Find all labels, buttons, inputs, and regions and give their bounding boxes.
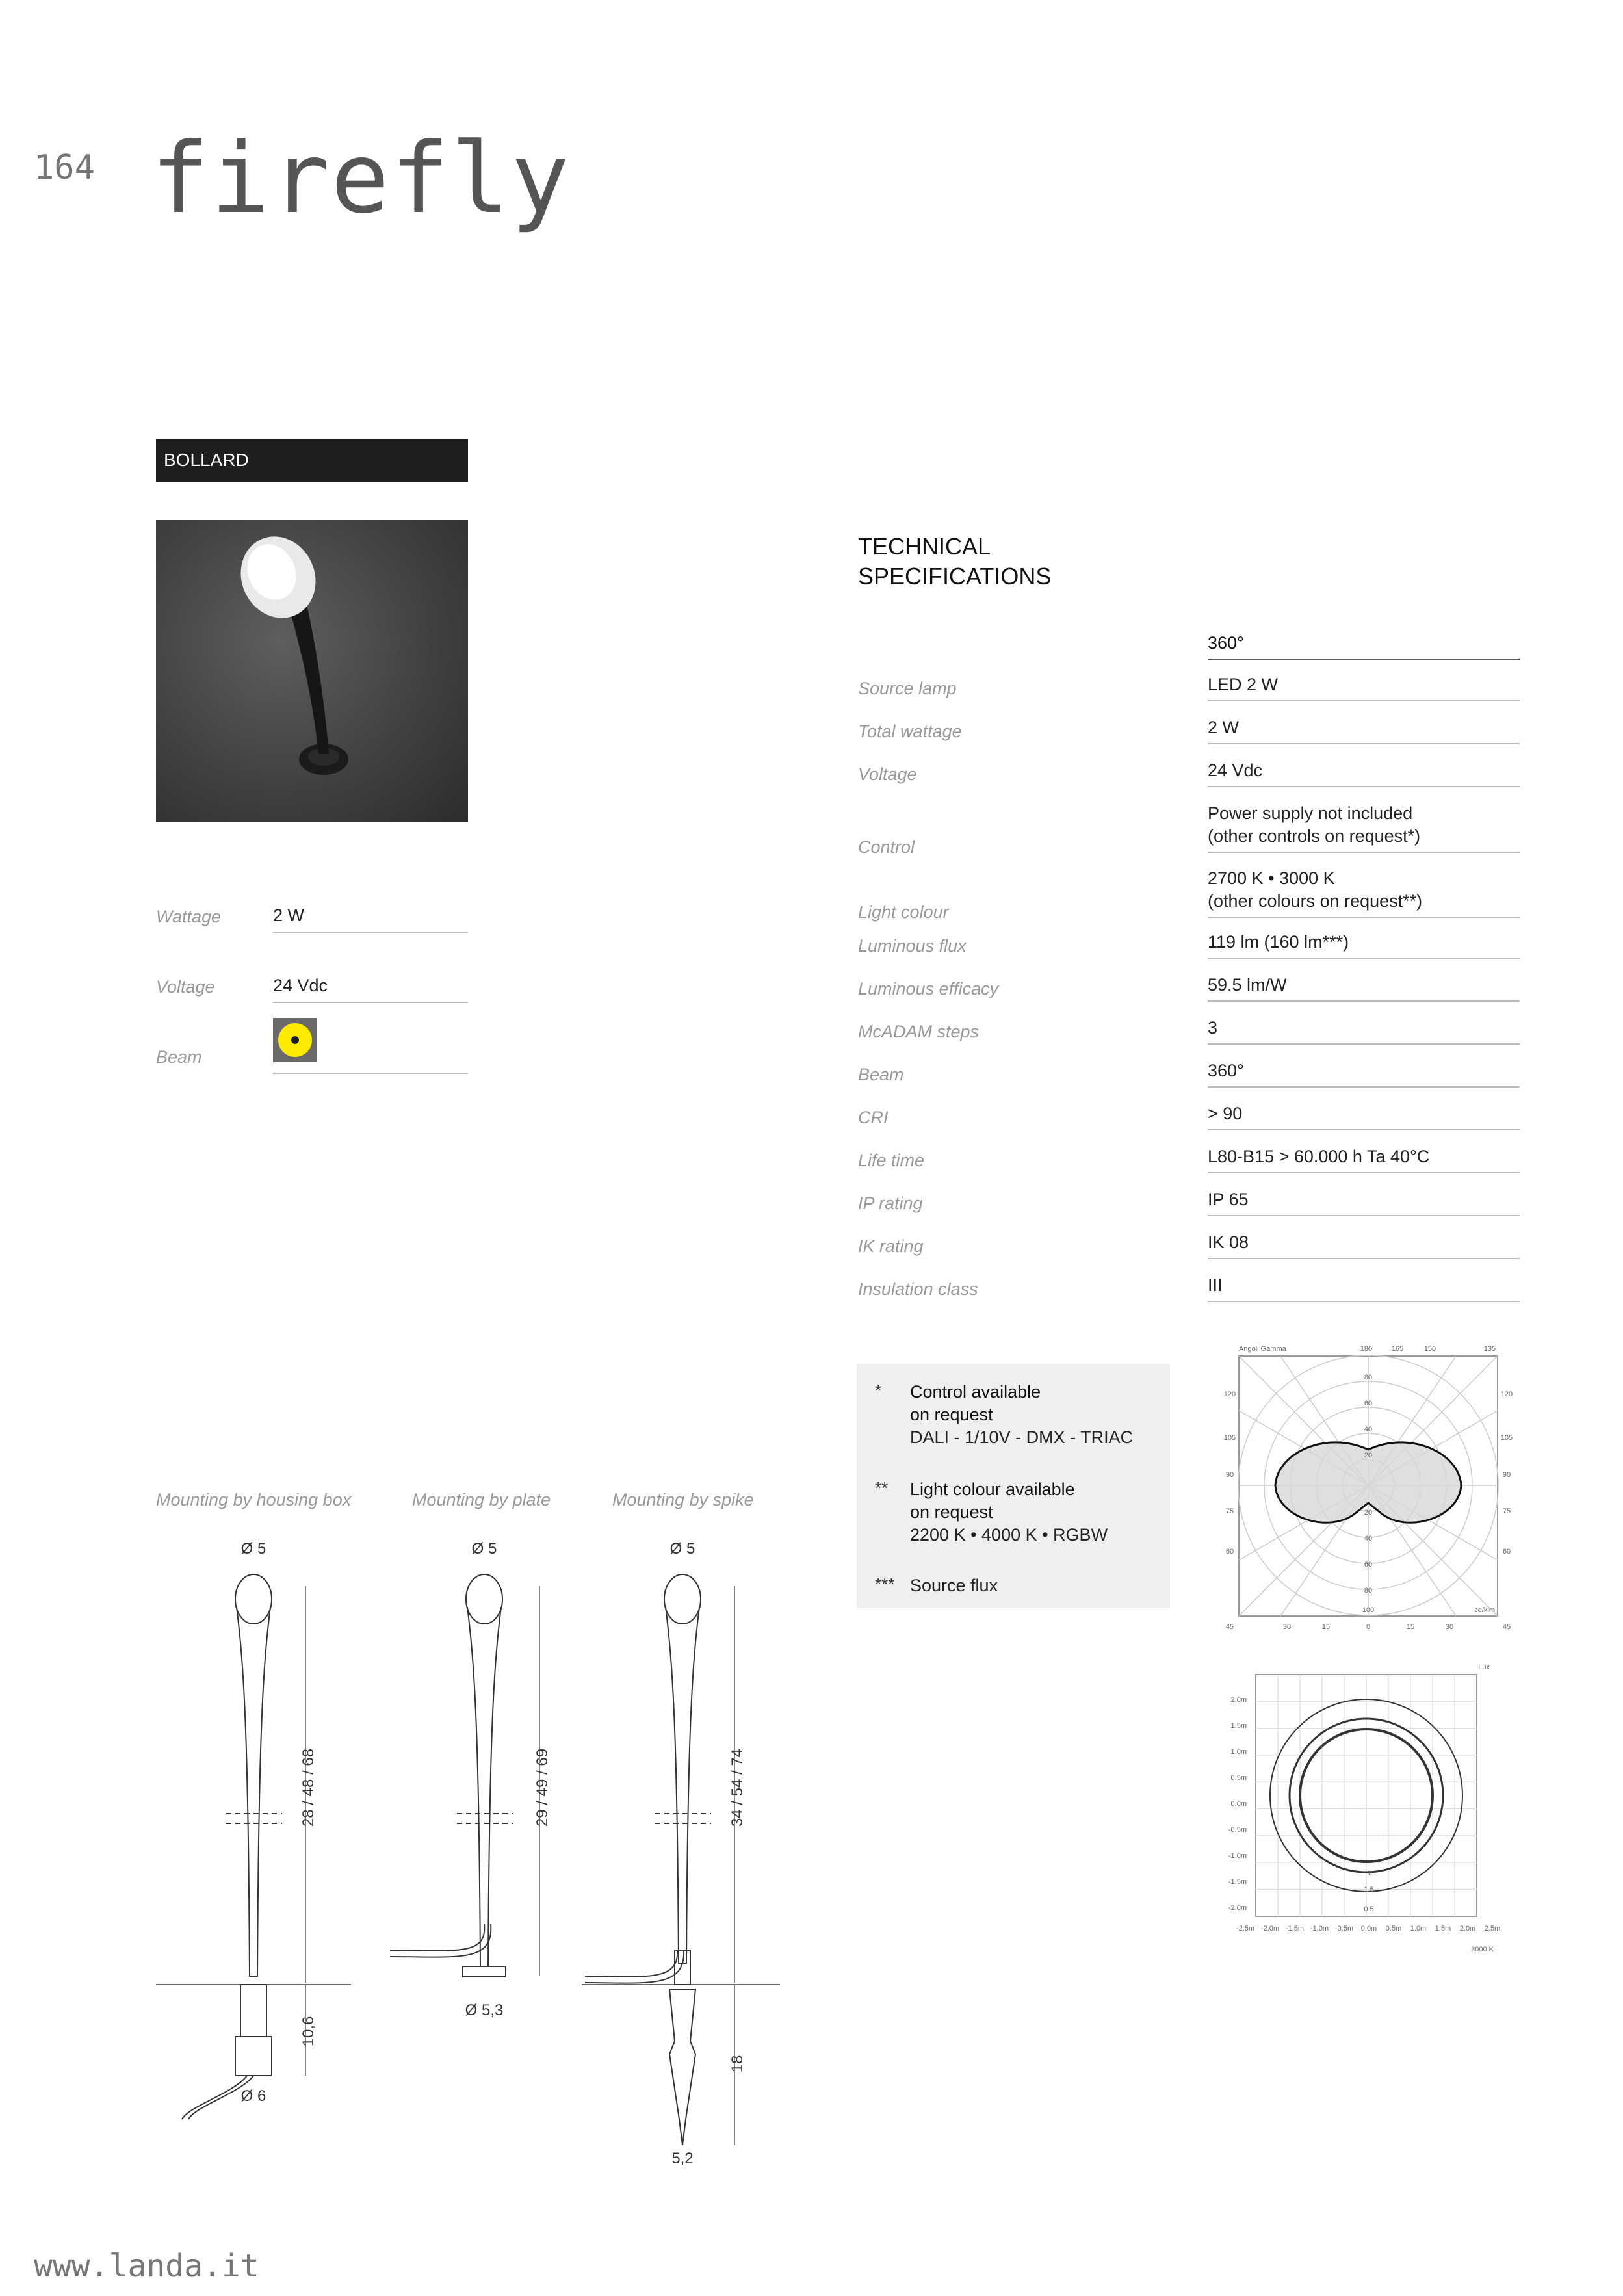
spec-label: Voltage bbox=[858, 764, 917, 784]
beam-icon bbox=[273, 1018, 317, 1062]
note-2-text: 2200 K • 4000 K • RGBW bbox=[910, 1525, 1108, 1545]
spec-label: Light colour bbox=[858, 902, 949, 922]
spec-value: Power supply not included (other controls on request*) bbox=[1208, 802, 1520, 853]
lux-x-tick: -1.0m bbox=[1310, 1925, 1329, 1933]
polar-radial-tick: 100 bbox=[1362, 1606, 1375, 1614]
polar-bottom-angle: 45 bbox=[1502, 1623, 1511, 1631]
spec-label: McADAM steps bbox=[858, 1022, 980, 1041]
spec-value: 3 bbox=[1208, 1017, 1520, 1045]
plate-top-dim: Ø 5 bbox=[471, 1540, 497, 1558]
housing-box-drawing bbox=[156, 1574, 351, 2119]
mounting-drawings bbox=[149, 1534, 799, 2171]
note-1-mark: * bbox=[875, 1381, 882, 1400]
polar-title: Angoli Gamma bbox=[1239, 1345, 1286, 1353]
spike-height-dim: 34 / 54 / 74 bbox=[729, 1748, 746, 1827]
spike-extra-dim: 18 bbox=[729, 2055, 746, 2073]
lux-x-tick: 2.0m bbox=[1459, 1925, 1476, 1933]
polar-radial-tick: 60 bbox=[1364, 1400, 1373, 1407]
polar-side-angle-left: 120 bbox=[1223, 1390, 1236, 1398]
note-1-text: DALI - 1/10V - DMX - TRIAC bbox=[910, 1428, 1134, 1447]
spec-label: Insulation class bbox=[858, 1279, 978, 1299]
summary-voltage-value: 24 Vdc bbox=[273, 976, 468, 1003]
note-2-title: Light colour available on request bbox=[910, 1480, 1075, 1522]
lux-x-tick: -2.0m bbox=[1260, 1925, 1280, 1933]
polar-side-angle-left: 60 bbox=[1225, 1548, 1234, 1556]
spec-label: IP rating bbox=[858, 1194, 923, 1213]
polar-top-angle: 165 bbox=[1391, 1345, 1404, 1353]
lux-ring-label: 1.5 bbox=[1364, 1886, 1374, 1894]
spec-value: 59.5 lm/W bbox=[1208, 974, 1520, 1002]
lux-y-tick: -1.0m bbox=[1228, 1852, 1247, 1860]
lux-x-tick: 0.5m bbox=[1385, 1925, 1402, 1933]
polar-radial-tick: 40 bbox=[1364, 1535, 1373, 1543]
summary-beam-value bbox=[273, 1018, 468, 1074]
spec-value: 360° bbox=[1208, 1060, 1520, 1088]
polar-photometric-chart bbox=[1215, 1339, 1514, 1638]
polar-top-angle: 150 bbox=[1423, 1345, 1436, 1353]
mounting-spike-label: Mounting by spike bbox=[612, 1490, 754, 1509]
polar-radial-tick: 20 bbox=[1364, 1509, 1373, 1517]
lux-x-tick: -2.5m bbox=[1236, 1925, 1255, 1933]
polar-side-angle-right: 105 bbox=[1500, 1434, 1513, 1442]
product-photo bbox=[156, 520, 468, 822]
polar-side-angle-right: 90 bbox=[1502, 1471, 1511, 1479]
spec-label: Total wattage bbox=[858, 722, 962, 741]
spike-drawing bbox=[582, 1574, 780, 2145]
polar-bottom-angle: 45 bbox=[1225, 1623, 1234, 1631]
mounting-housing-label: Mounting by housing box bbox=[156, 1490, 352, 1509]
bollard-render bbox=[156, 520, 468, 822]
lux-y-tick: 2.0m bbox=[1230, 1696, 1247, 1704]
polar-side-angle-right: 60 bbox=[1502, 1548, 1511, 1556]
spec-label: Source lamp bbox=[858, 679, 957, 698]
polar-side-angle-left: 105 bbox=[1223, 1434, 1236, 1442]
lux-y-tick: 0.0m bbox=[1230, 1800, 1247, 1808]
housing-extra-dim: 10,6 bbox=[300, 2016, 317, 2047]
category-badge: BOLLARD bbox=[156, 439, 468, 482]
lux-y-tick: 1.0m bbox=[1230, 1748, 1247, 1756]
mounting-plate-label: Mounting by plate bbox=[412, 1490, 551, 1509]
lux-x-tick: 1.5m bbox=[1435, 1925, 1451, 1933]
housing-bottom-dim: Ø 6 bbox=[240, 2087, 266, 2105]
plate-height-dim: 29 / 49 / 69 bbox=[534, 1748, 551, 1827]
polar-side-angle-right: 75 bbox=[1502, 1507, 1511, 1515]
spec-value: 2 W bbox=[1208, 716, 1520, 744]
plate-bottom-dim: Ø 5,3 bbox=[465, 2002, 504, 2019]
polar-radial-tick: 20 bbox=[1364, 1452, 1373, 1459]
polar-bottom-angle: 15 bbox=[1406, 1623, 1415, 1631]
lux-ring-label: 0.5 bbox=[1364, 1905, 1374, 1913]
polar-radial-tick: 40 bbox=[1364, 1426, 1373, 1433]
polar-bottom-angle: 30 bbox=[1445, 1623, 1454, 1631]
lux-y-tick: 0.5m bbox=[1230, 1774, 1247, 1782]
spec-value: IP 65 bbox=[1208, 1188, 1520, 1216]
spec-label: Life time bbox=[858, 1151, 925, 1170]
plate-drawing bbox=[390, 1574, 539, 1977]
spike-top-dim: Ø 5 bbox=[669, 1540, 695, 1558]
spec-column-header: 360° bbox=[1208, 632, 1520, 660]
summary-wattage-value: 2 W bbox=[273, 906, 468, 933]
spec-value: IK 08 bbox=[1208, 1231, 1520, 1259]
spec-label: Luminous efficacy bbox=[858, 979, 999, 998]
page-number: 164 bbox=[34, 148, 95, 187]
note-1-title: Control available on request bbox=[910, 1382, 1041, 1424]
polar-radial-tick: 80 bbox=[1364, 1587, 1373, 1595]
polar-top-angle: 135 bbox=[1483, 1345, 1496, 1353]
spec-value: > 90 bbox=[1208, 1102, 1520, 1130]
summary-wattage-label: Wattage bbox=[156, 907, 222, 926]
polar-radial-tick: 60 bbox=[1364, 1561, 1373, 1569]
product-title: firefly bbox=[151, 122, 571, 235]
lux-x-tick: 2.5m bbox=[1484, 1925, 1501, 1933]
lux-y-tick: -2.0m bbox=[1228, 1904, 1247, 1912]
lux-x-tick: -0.5m bbox=[1334, 1925, 1354, 1933]
lux-y-tick: 1.5m bbox=[1230, 1722, 1247, 1730]
spec-label: Luminous flux bbox=[858, 936, 967, 956]
polar-bottom-angle: 15 bbox=[1321, 1623, 1331, 1631]
lux-x-tick: 1.0m bbox=[1410, 1925, 1427, 1933]
spike-bottom-dim: 5,2 bbox=[671, 2150, 694, 2167]
housing-top-dim: Ø 5 bbox=[240, 1540, 266, 1558]
spec-value: III bbox=[1208, 1274, 1520, 1302]
spec-label: CRI bbox=[858, 1108, 889, 1127]
lux-ring-label: 1 bbox=[1366, 1870, 1371, 1877]
polar-unit: cd/klm bbox=[1474, 1606, 1495, 1614]
spec-value: 24 Vdc bbox=[1208, 759, 1520, 787]
polar-side-angle-right: 120 bbox=[1500, 1390, 1513, 1398]
polar-side-angle-left: 75 bbox=[1225, 1507, 1234, 1515]
note-3-text: Source flux bbox=[910, 1576, 998, 1595]
housing-height-dim: 28 / 48 / 68 bbox=[300, 1748, 317, 1827]
polar-top-angle: 180 bbox=[1360, 1345, 1373, 1353]
spec-label: Beam bbox=[858, 1065, 904, 1084]
spec-heading-line-1: TECHNICAL bbox=[858, 533, 991, 560]
note-3-mark: *** bbox=[875, 1574, 895, 1594]
spec-label: Control bbox=[858, 837, 915, 857]
lux-x-tick: -1.5m bbox=[1285, 1925, 1305, 1933]
lux-y-tick: -0.5m bbox=[1228, 1826, 1247, 1834]
note-2-mark: ** bbox=[875, 1478, 889, 1498]
polar-bottom-angle: 0 bbox=[1366, 1623, 1371, 1631]
spec-value: 2700 K • 3000 K (other colours on request**) bbox=[1208, 867, 1520, 918]
lux-title: Lux bbox=[1478, 1663, 1490, 1671]
footer-url: www.landa.it bbox=[34, 2248, 259, 2284]
spec-heading-line-2: SPECIFICATIONS bbox=[858, 563, 1052, 590]
polar-radial-tick: 80 bbox=[1364, 1374, 1373, 1381]
lux-y-tick: -1.5m bbox=[1228, 1878, 1247, 1886]
spec-heading bbox=[858, 532, 1051, 592]
illuminance-chart bbox=[1215, 1651, 1514, 1976]
spec-value: 119 lm (160 lm***) bbox=[1208, 931, 1520, 959]
polar-side-angle-left: 90 bbox=[1225, 1471, 1234, 1479]
summary-voltage-label: Voltage bbox=[156, 977, 215, 997]
summary-beam-label: Beam bbox=[156, 1047, 202, 1067]
polar-bottom-angle: 30 bbox=[1282, 1623, 1292, 1631]
spec-value: LED 2 W bbox=[1208, 673, 1520, 701]
lux-caption: 3000 K bbox=[1471, 1946, 1494, 1953]
spec-value: L80-B15 > 60.000 h Ta 40°C bbox=[1208, 1145, 1520, 1173]
lux-x-tick: 0.0m bbox=[1360, 1925, 1377, 1933]
notes-box bbox=[857, 1364, 1170, 1608]
spec-label: IK rating bbox=[858, 1236, 924, 1256]
